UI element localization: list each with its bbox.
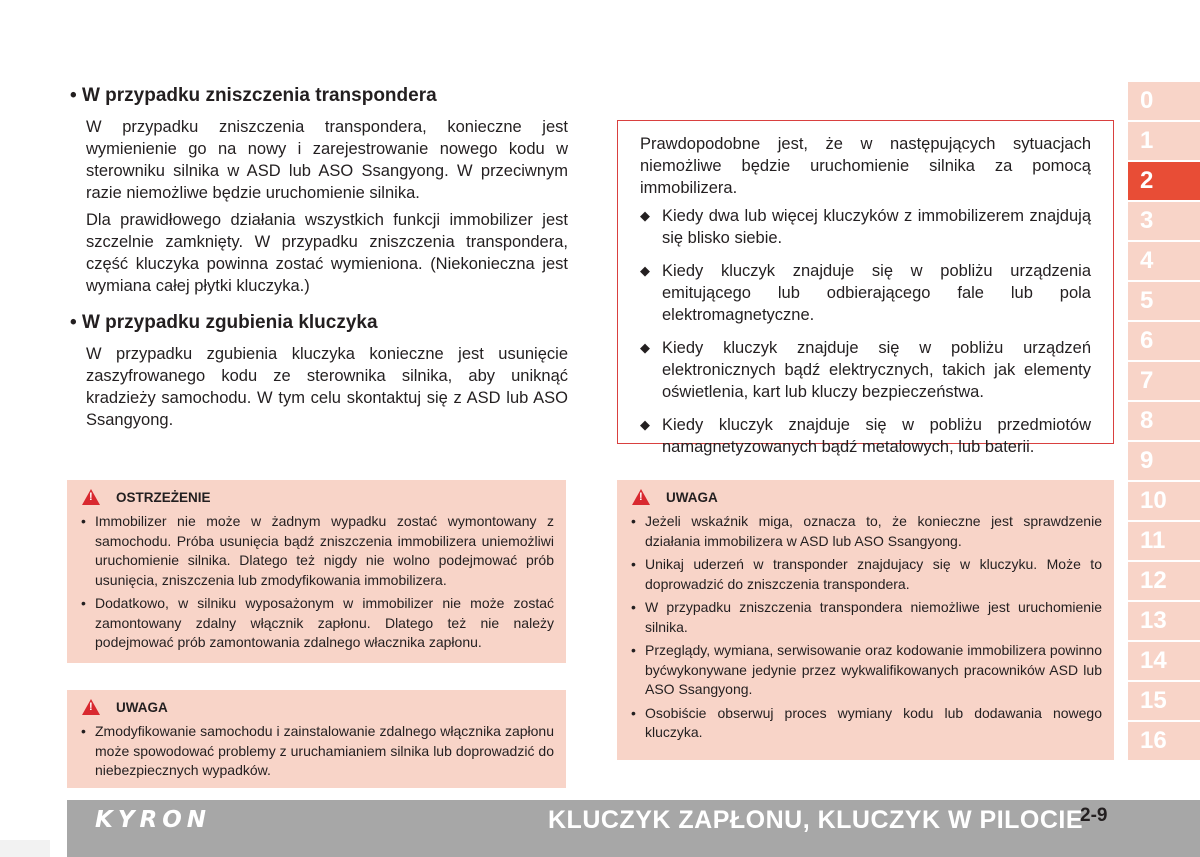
chapter-tab-5[interactable]: 5 bbox=[1128, 282, 1200, 320]
paragraph-transponder-2: Dla prawidłowego działania wszystkich funkcji immobilizer jest szczelnie zamknięty. W przypadku zniszczenia transpondera, część kluczyka powinna zostać wymieniona. (Niekonieczna jest wymiana całej płytki kluczyka.) bbox=[86, 211, 568, 295]
chapter-tab-7[interactable]: 7 bbox=[1128, 362, 1200, 400]
list-item: ◆ Kiedy kluczyk znajduje się w pobliżu przedmiotów namagnetyzowanych bądź metalowych, lub baterii. bbox=[640, 416, 1091, 456]
list-item: • Jeżeli wskaźnik miga, oznacza to, że konieczne jest sprawdzenie działania immobilizera w ASD lub ASO Ssangyong. bbox=[631, 513, 1102, 549]
chapter-tab-15[interactable]: 15 bbox=[1128, 682, 1200, 720]
info-box bbox=[617, 120, 1114, 456]
warning-title: UWAGA bbox=[666, 489, 718, 505]
paragraph-transponder-1: W przypadku zniszczenia transpondera, konieczne jest wymienienie go na nowy i zarejestrowanie nowego kodu w sterowniku silnika w ASD lub ASO Ssangyong. W przeciwnym razie niemożliwe będzie uruchomienie silnika. bbox=[86, 118, 568, 202]
page-number: 2-9 bbox=[1080, 805, 1108, 826]
info-box-intro: Prawdopodobne jest, że w następujących sytuacjach niemożliwe będzie uruchomienie silnika za pomocą immobilizera. bbox=[640, 135, 1091, 197]
chapter-tabs bbox=[1128, 82, 1200, 762]
paragraph-lost-key: W przypadku zgubienia kluczyka konieczne jest usunięcie zaszyfrowanego kodu ze sterownika silnika, aby uniknąć kradzieży samochodu. W tym celu skontaktuj się z ASD lub ASO Ssangyong. bbox=[86, 345, 568, 429]
list-item: ◆ Kiedy kluczyk znajduje się w pobliżu urządzenia emitującego lub odbierającego fale lub pola elektromagnetyczne. bbox=[640, 262, 1091, 324]
warning-title: OSTRZEŻENIE bbox=[116, 489, 211, 505]
left-column bbox=[70, 84, 568, 436]
list-item: • Zmodyfikowanie samochodu i zainstalowanie zdalnego włącznika zapłonu może spowodować problemy z uruchamianiem silnika lub doprowadzić do niebezpiecznych wypadków. bbox=[81, 723, 554, 778]
chapter-tab-2-active[interactable]: 2 bbox=[1128, 162, 1200, 200]
warning-box-uwaga-right bbox=[617, 480, 1114, 760]
chapter-tab-1[interactable]: 1 bbox=[1128, 122, 1200, 160]
list-item: • Unikaj uderzeń w transponder znajdujacy się w kluczyku. Może to doprowadzić do zniszczenia transpondera. bbox=[631, 556, 1102, 592]
chapter-tab-6[interactable]: 6 bbox=[1128, 322, 1200, 360]
chapter-tab-13[interactable]: 13 bbox=[1128, 602, 1200, 640]
kyron-logo: KYRON bbox=[95, 807, 211, 833]
chapter-tab-4[interactable]: 4 bbox=[1128, 242, 1200, 280]
list-item: • W przypadku zniszczenia transpondera niemożliwe jest uruchomienie silnika. bbox=[631, 599, 1102, 635]
chapter-tab-11[interactable]: 11 bbox=[1128, 522, 1200, 560]
list-item: • Osobiście obserwuj proces wymiany kodu lub dodawania nowego kluczyka. bbox=[631, 704, 1102, 740]
warning-title: UWAGA bbox=[116, 699, 168, 715]
chapter-tab-14[interactable]: 14 bbox=[1128, 642, 1200, 680]
section-title-lost-key: • W przypadku zgubienia kluczyka bbox=[70, 312, 378, 333]
chapter-tab-12[interactable]: 12 bbox=[1128, 562, 1200, 600]
warning-triangle-icon: ! bbox=[632, 489, 650, 505]
chapter-tab-8[interactable]: 8 bbox=[1128, 402, 1200, 440]
list-item: • Przeglądy, wymiana, serwisowanie oraz kodowanie immobilizera powinno byćwykonywane jedynie przez wykwalifikowanych pracowników ASD lub ASO Ssangyong. bbox=[631, 642, 1102, 697]
diamond-bullet-icon: ◆ bbox=[640, 208, 650, 223]
chapter-title: KLUCZYK ZAPŁONU, KLUCZYK W PILOCIE bbox=[548, 806, 1084, 834]
warning-box-ostrzezenie bbox=[67, 480, 566, 663]
list-item: ◆ Kiedy kluczyk znajduje się w pobliżu urządzeń elektronicznych bądź elektrycznych, takich jak elementy oświetlenia, kart lub kluczy bezpieczeństwa. bbox=[640, 339, 1091, 401]
warning-triangle-icon: ! bbox=[82, 489, 100, 505]
warning-triangle-icon: ! bbox=[82, 699, 100, 715]
corner-decoration bbox=[0, 840, 50, 857]
chapter-tab-9[interactable]: 9 bbox=[1128, 442, 1200, 480]
warning-box-uwaga-left bbox=[67, 690, 566, 788]
diamond-bullet-icon: ◆ bbox=[640, 340, 650, 355]
list-item: • Immobilizer nie może w żadnym wypadku zostać wymontowany z samochodu. Próba usunięcia bądź zniszczenia immobilizera uniemożliwi uruchomienie silnika. Dlatego też nigdy nie wolno podejmować prób usunięcia, zniszczenia lub zmodyfikowania immobilizera. bbox=[81, 513, 554, 588]
info-box-list bbox=[640, 205, 1091, 458]
chapter-tab-0[interactable]: 0 bbox=[1128, 82, 1200, 120]
list-item: • Dodatkowo, w silniku wyposażonym w immobilizer nie może zostać zamontowany zdalny włącznik zapłonu. Dlatego też nie należy podejmować prób zamontowania zdalnego włacznika zapłonu. bbox=[81, 595, 554, 650]
section-title-transponder: • W przypadku zniszczenia transpondera bbox=[70, 85, 437, 106]
chapter-tab-3[interactable]: 3 bbox=[1128, 202, 1200, 240]
diamond-bullet-icon: ◆ bbox=[640, 263, 650, 278]
diamond-bullet-icon: ◆ bbox=[640, 417, 650, 432]
list-item: ◆ Kiedy dwa lub więcej kluczyków z immobilizerem znajdują się blisko siebie. bbox=[640, 207, 1091, 247]
chapter-tab-16[interactable]: 16 bbox=[1128, 722, 1200, 760]
chapter-tab-10[interactable]: 10 bbox=[1128, 482, 1200, 520]
